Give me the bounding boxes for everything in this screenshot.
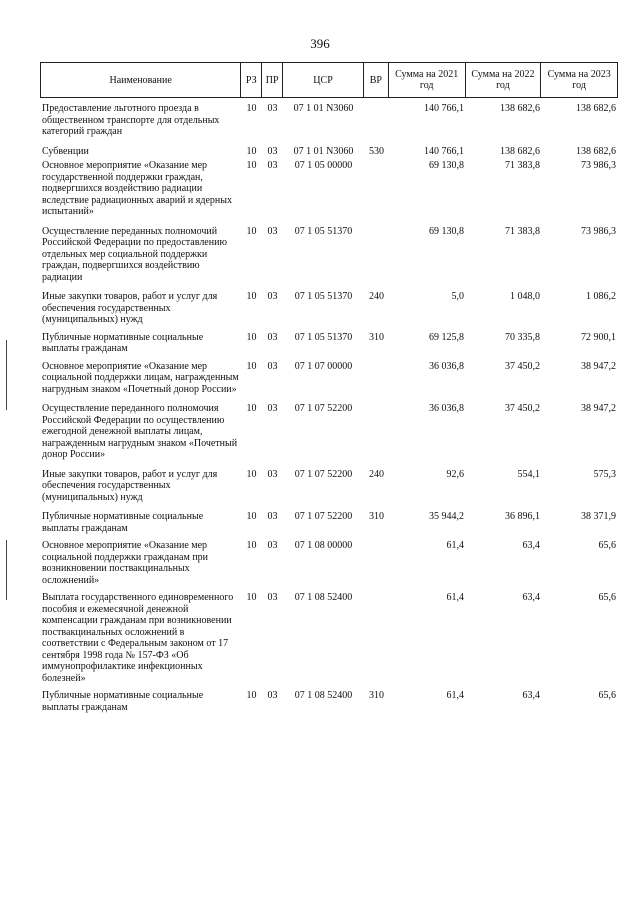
row-pr: 03 bbox=[267, 103, 278, 114]
row-2023: 65,6 bbox=[598, 690, 616, 701]
row-csr: 07 1 05 51370 bbox=[294, 225, 353, 237]
row-rz: 10 bbox=[246, 160, 257, 171]
row-2021: 61,4 bbox=[446, 690, 464, 701]
row-vr: 240 bbox=[369, 291, 384, 302]
header-vr: ВР bbox=[364, 63, 389, 97]
header-2022: Сумма на 2022 год bbox=[466, 63, 542, 97]
row-csr: 07 1 07 52200 bbox=[294, 511, 353, 522]
row-2022: 37 450,2 bbox=[505, 403, 540, 414]
margin-mark bbox=[6, 540, 7, 600]
table-row bbox=[40, 592, 618, 684]
row-2021: 140 766,1 bbox=[424, 103, 464, 114]
row-2022: 63,4 bbox=[522, 540, 540, 551]
row-2023: 72 900,1 bbox=[581, 331, 616, 343]
table-row bbox=[40, 540, 618, 586]
row-pr: 03 bbox=[267, 592, 278, 603]
row-pr: 03 bbox=[267, 511, 278, 522]
table-row bbox=[40, 226, 618, 284]
row-name: Осуществление переданного полномочия Российской Федерации по осуществлению ежегодной денежной выплаты лицам, награжденным нагрудным знаком «Почетный донор России» bbox=[42, 403, 238, 460]
row-rz: 10 bbox=[246, 592, 257, 603]
row-rz: 10 bbox=[246, 540, 257, 551]
row-2022: 138 682,6 bbox=[500, 145, 540, 157]
table-row bbox=[40, 361, 618, 396]
row-2021: 69 130,8 bbox=[429, 160, 464, 171]
row-csr: 07 1 01 N3060 bbox=[293, 145, 354, 157]
row-rz: 10 bbox=[246, 403, 257, 414]
table-row bbox=[40, 146, 618, 158]
row-csr: 07 1 01 N3060 bbox=[293, 103, 354, 114]
row-2023: 575,3 bbox=[593, 468, 616, 480]
table-row bbox=[40, 511, 618, 534]
row-2022: 71 383,8 bbox=[505, 160, 540, 171]
row-pr: 03 bbox=[267, 403, 278, 414]
row-pr: 03 bbox=[267, 145, 278, 157]
row-rz: 10 bbox=[246, 291, 257, 302]
row-2021: 5,0 bbox=[451, 291, 464, 302]
row-pr: 03 bbox=[267, 690, 278, 701]
row-pr: 03 bbox=[267, 360, 278, 372]
row-pr: 03 bbox=[267, 468, 278, 480]
row-rz: 10 bbox=[246, 103, 257, 114]
row-pr: 03 bbox=[267, 540, 278, 551]
row-2022: 554,1 bbox=[517, 468, 540, 480]
row-name: Основное мероприятие «Оказание мер государственной поддержки граждан, подвергшихся воздействию радиации вследствие радиационных аварий и ядерных испытаний» bbox=[42, 160, 232, 217]
row-vr: 530 bbox=[369, 145, 384, 157]
row-vr: 310 bbox=[369, 690, 384, 701]
row-csr: 07 1 08 52400 bbox=[294, 690, 353, 701]
row-name: Осуществление переданных полномочий Российской Федерации по предоставлению отдельных мер социальной поддержки граждан, подвергшихся воздействию радиации bbox=[42, 225, 227, 283]
row-vr bbox=[364, 160, 389, 218]
row-2022: 63,4 bbox=[522, 690, 540, 701]
row-2021: 69 125,8 bbox=[429, 331, 464, 343]
row-vr bbox=[364, 226, 389, 284]
table-row bbox=[40, 469, 618, 504]
table-row bbox=[40, 403, 618, 461]
row-2021: 36 036,8 bbox=[429, 360, 464, 372]
table-row bbox=[40, 332, 618, 355]
row-2023: 73 986,3 bbox=[581, 160, 616, 171]
row-vr: 310 bbox=[369, 511, 384, 522]
row-csr: 07 1 08 52400 bbox=[294, 592, 353, 603]
row-vr bbox=[364, 540, 389, 586]
row-2021: 61,4 bbox=[446, 540, 464, 551]
header-pr: ПР bbox=[262, 63, 283, 97]
budget-table bbox=[40, 62, 618, 713]
row-csr: 07 1 05 00000 bbox=[294, 160, 353, 171]
row-2023: 38 371,9 bbox=[581, 511, 616, 522]
table-row bbox=[40, 160, 618, 218]
row-2023: 38 947,2 bbox=[581, 403, 616, 414]
row-vr bbox=[364, 592, 389, 684]
row-name: Иные закупки товаров, работ и услуг для обеспечения государственных (муниципальных) нужд bbox=[42, 291, 218, 325]
row-name: Субвенции bbox=[42, 145, 89, 157]
row-name: Выплата государственного единовременного пособия и ежемесячной денежной компенсации гражданам при возникновении поствакцинальных осложнений в соответствии с Федеральным законом от 17 сентября 1998 года № 157-ФЗ «Об иммунопрофилактике инфекционных болезней» bbox=[42, 592, 234, 684]
row-2022: 36 896,1 bbox=[505, 511, 540, 522]
table-row bbox=[40, 690, 618, 713]
row-2021: 140 766,1 bbox=[424, 145, 464, 157]
row-2022: 1 048,0 bbox=[510, 291, 540, 302]
table-row bbox=[40, 291, 618, 326]
row-2021: 36 036,8 bbox=[429, 403, 464, 414]
row-rz: 10 bbox=[246, 511, 257, 522]
header-csr: ЦСР bbox=[283, 63, 364, 97]
row-name: Основное мероприятие «Оказание мер социальной поддержки гражданам при возникновении поствакцинальных осложнений» bbox=[42, 540, 209, 586]
row-pr: 03 bbox=[267, 331, 278, 343]
row-rz: 10 bbox=[246, 690, 257, 701]
row-2022: 138 682,6 bbox=[500, 103, 540, 114]
row-pr: 03 bbox=[267, 291, 278, 302]
row-vr bbox=[364, 361, 389, 396]
row-csr: 07 1 05 51370 bbox=[294, 331, 353, 343]
row-rz: 10 bbox=[246, 331, 257, 343]
row-name: Основное мероприятие «Оказание мер социальной поддержки лицам, награжденным нагрудным знаком «Почетный донор России» bbox=[42, 360, 239, 395]
row-vr: 240 bbox=[369, 468, 384, 480]
row-2022: 70 335,8 bbox=[505, 331, 540, 343]
row-vr: 310 bbox=[369, 331, 384, 343]
header-rz: РЗ bbox=[241, 63, 262, 97]
table-row bbox=[40, 103, 618, 138]
row-name: Иные закупки товаров, работ и услуг для обеспечения государственных (муниципальных) нужд bbox=[42, 468, 218, 503]
header-2021: Сумма на 2021 год bbox=[389, 63, 466, 97]
row-2021: 92,6 bbox=[446, 468, 464, 480]
row-2022: 71 383,8 bbox=[505, 225, 540, 237]
row-csr: 07 1 07 52200 bbox=[294, 403, 353, 414]
row-rz: 10 bbox=[246, 145, 257, 157]
row-rz: 10 bbox=[246, 225, 257, 237]
row-vr bbox=[364, 403, 389, 461]
header-name: Наименование bbox=[41, 63, 241, 97]
row-2022: 37 450,2 bbox=[505, 360, 540, 372]
row-2023: 38 947,2 bbox=[581, 360, 616, 372]
row-2023: 65,6 bbox=[598, 592, 616, 603]
header-2023: Сумма на 2023 год bbox=[547, 69, 611, 91]
row-2021: 69 130,8 bbox=[429, 225, 464, 237]
row-pr: 03 bbox=[267, 160, 278, 171]
row-2022: 63,4 bbox=[522, 592, 540, 603]
row-2023: 1 086,2 bbox=[586, 291, 616, 302]
row-2023: 73 986,3 bbox=[581, 225, 616, 237]
row-name: Публичные нормативные социальные выплаты гражданам bbox=[42, 331, 204, 354]
row-name: Публичные нормативные социальные выплаты гражданам bbox=[42, 690, 204, 713]
margin-mark bbox=[6, 340, 7, 410]
row-2021: 35 944,2 bbox=[429, 511, 464, 522]
row-name: Предоставление льготного проезда в общественном транспорте для отдельных категорий граждан bbox=[42, 103, 220, 137]
page-number: 396 bbox=[310, 36, 330, 51]
table-header bbox=[40, 62, 618, 98]
row-name: Публичные нормативные социальные выплаты гражданам bbox=[42, 511, 204, 534]
row-vr bbox=[364, 103, 389, 138]
row-pr: 03 bbox=[267, 225, 278, 237]
row-csr: 07 1 07 52200 bbox=[294, 468, 353, 480]
row-2023: 138 682,6 bbox=[576, 145, 616, 157]
row-2021: 61,4 bbox=[446, 592, 464, 603]
row-csr: 07 1 07 00000 bbox=[294, 360, 353, 372]
row-csr: 07 1 08 00000 bbox=[294, 540, 353, 551]
row-2023: 65,6 bbox=[598, 540, 616, 551]
row-rz: 10 bbox=[246, 360, 257, 372]
row-rz: 10 bbox=[246, 468, 257, 480]
row-csr: 07 1 05 51370 bbox=[294, 291, 353, 302]
row-2023: 138 682,6 bbox=[576, 103, 616, 114]
